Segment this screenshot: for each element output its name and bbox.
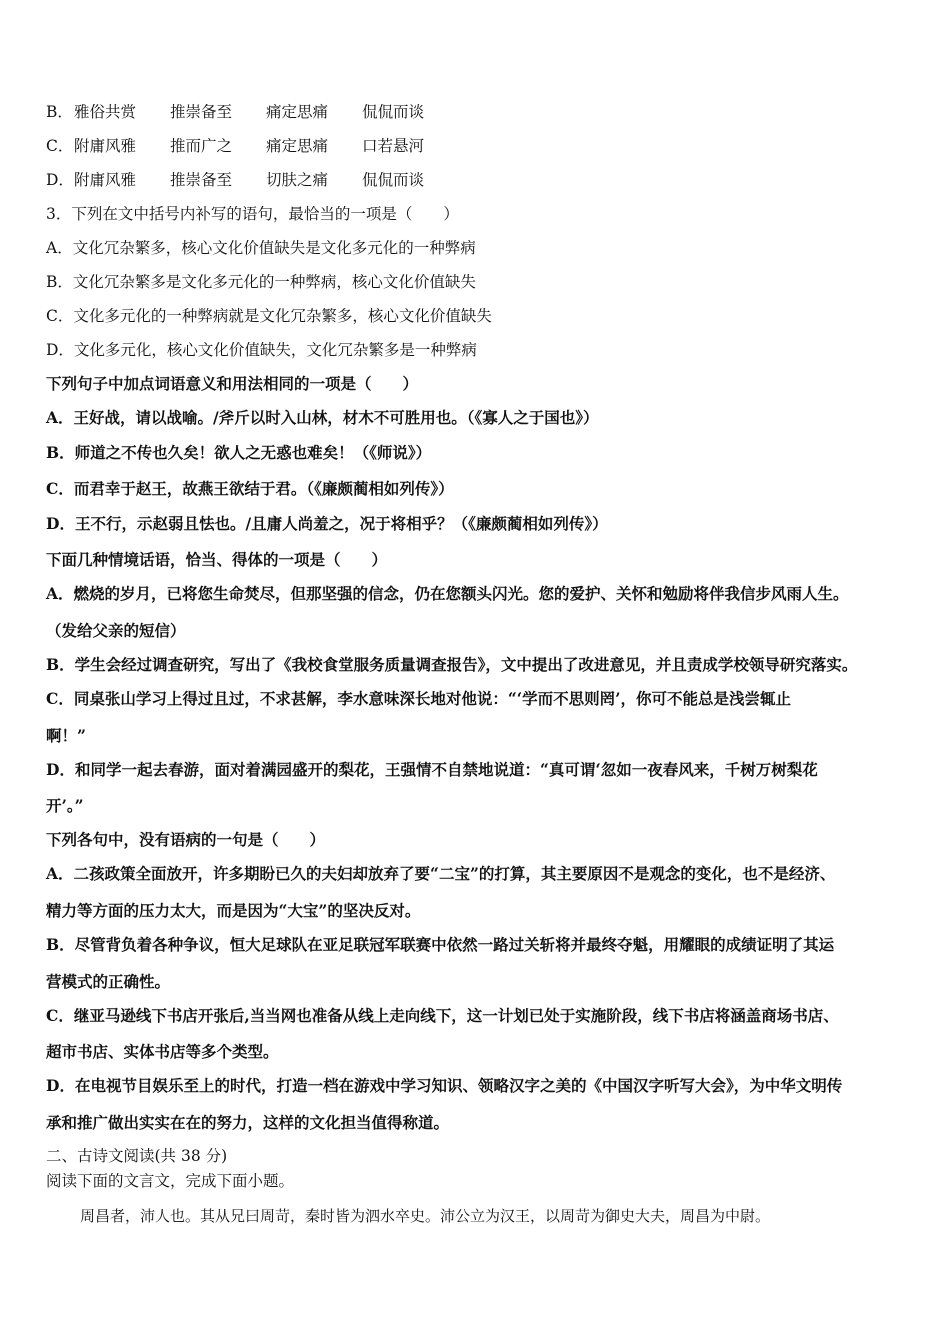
q-context-line: B．学生会经过调查研究，写出了《我校食堂服务质量调查报告》，文中提出了改进意见，并且责成学校领导研究落实。: [46, 655, 858, 674]
option-word: 推崇备至: [170, 171, 233, 189]
passage-text: 周昌者，沛人也。其从兄曰周苛，秦时皆为泗水卒史。沛公立为汉王，以周苛为御史大夫，周昌为中尉。: [80, 1207, 771, 1225]
q3-option-b: B．文化冗杂繁多是文化多元化的一种弊病，核心文化价值缺失: [46, 273, 476, 291]
q3-stem: 3．下列在文中括号内补写的语句，最恰当的一项是（ ）: [46, 205, 459, 223]
option-word: 侃侃而谈: [362, 103, 425, 121]
option-word: 侃侃而谈: [362, 171, 425, 189]
q-grammar-stem: 下列各句中，没有语病的一句是（ ）: [46, 830, 326, 849]
q3-option-a: A．文化冗杂繁多，核心文化价值缺失是文化多元化的一种弊病: [46, 239, 476, 257]
option-label: D．: [46, 171, 74, 189]
q-grammar-line: C．继亚马逊线下书店开张后,当当网也准备从线上走向线下，这一计划已处于实施阶段，线下书店将涵盖商场书店、: [46, 1006, 839, 1025]
q-grammar-line: A．二孩政策全面放开，许多期盼已久的夫妇却放弃了要“二宝”的打算，其主要原因不是观念的变化，也不是经济、: [46, 864, 836, 883]
option-word: 附庸风雅: [74, 137, 137, 155]
option-label: B．: [46, 103, 73, 121]
q-words-option-a: A．王好战，请以战喻。/斧斤以时入山林，材木不可胜用也。（《寡人之于国也》）: [46, 408, 599, 427]
q-words-stem: 下列句子中加点词语意义和用法相同的一项是（ ）: [46, 374, 419, 393]
option-word: 推而广之: [170, 137, 233, 155]
q-grammar-line: 营模式的正确性。: [46, 972, 171, 991]
option-label: C．: [46, 137, 74, 155]
section-heading: 二、古诗文阅读(共 38 分): [46, 1147, 228, 1165]
q-words-option-b: B．师道之不传也久矣！欲人之无惑也难矣！（《师说》）: [46, 443, 432, 462]
section-instruction: 阅读下面的文言文，完成下面小题。: [46, 1172, 295, 1190]
option-word: 附庸风雅: [74, 171, 137, 189]
q-words-option-c: C．而君幸于赵王，故燕王欲结于君。（《廉颇蔺相如列传》）: [46, 479, 454, 498]
q-grammar-line: B．尽管背负着各种争议，恒大足球队在亚足联冠军联赛中依然一路过关斩将并最终夺魁，用耀眼的成绩证明了其运: [46, 935, 835, 954]
option-word: 推崇备至: [170, 103, 233, 121]
q-context-stem: 下面几种情境话语，恰当、得体的一项是（ ）: [46, 550, 388, 569]
q2-option-b: [46, 102, 424, 122]
option-word: 口若悬河: [362, 137, 425, 155]
q-grammar-line: 超市书店、实体书店等多个类型。: [46, 1042, 279, 1061]
q-context-line: A．燃烧的岁月，已将您生命焚尽，但那坚强的信念，仍在您额头闪光。您的爱护、关怀和勉励将伴我信步风雨人生。: [46, 584, 849, 603]
q-context-line: D．和同学一起去春游，面对着满园盛开的梨花，王强情不自禁地说道：“真可谓‘忽如一夜春风来，千树万树梨花: [46, 760, 818, 779]
q2-option-d: [46, 170, 424, 190]
q-context-line: 啊！”: [46, 726, 86, 745]
option-word: 切肤之痛: [266, 171, 329, 189]
q-context-line: （发给父亲的短信）: [46, 621, 186, 640]
q3-option-d: D．文化多元化，核心文化价值缺失，文化冗杂繁多是一种弊病: [46, 341, 477, 359]
option-word: 痛定思痛: [266, 103, 329, 121]
q-grammar-line: 承和推广做出实实在在的努力，这样的文化担当值得称道。: [46, 1113, 450, 1132]
q3-option-c: C．文化多元化的一种弊病就是文化冗杂繁多，核心文化价值缺失: [46, 307, 492, 325]
q-context-line: C．同桌张山学习上得过且过，不求甚解，李水意味深长地对他说：“‘学而不思则罔’，你可不能总是浅尝辄止: [46, 689, 792, 708]
q2-option-c: [46, 136, 424, 156]
q-grammar-line: 精力等方面的压力太大，而是因为“大宝”的坚决反对。: [46, 901, 421, 920]
option-word: 痛定思痛: [266, 137, 329, 155]
q-context-line: 开’。”: [46, 796, 84, 815]
q-grammar-line: D．在电视节目娱乐至上的时代，打造一档在游戏中学习知识、领略汉字之美的《中国汉字听写大会》，为中华文明传: [46, 1076, 843, 1095]
option-word: 雅俗共赏: [74, 103, 137, 121]
q-words-option-d: D．王不行，示赵弱且怯也。/且庸人尚羞之，况于将相乎？（《廉颇蔺相如列传》）: [46, 514, 608, 533]
